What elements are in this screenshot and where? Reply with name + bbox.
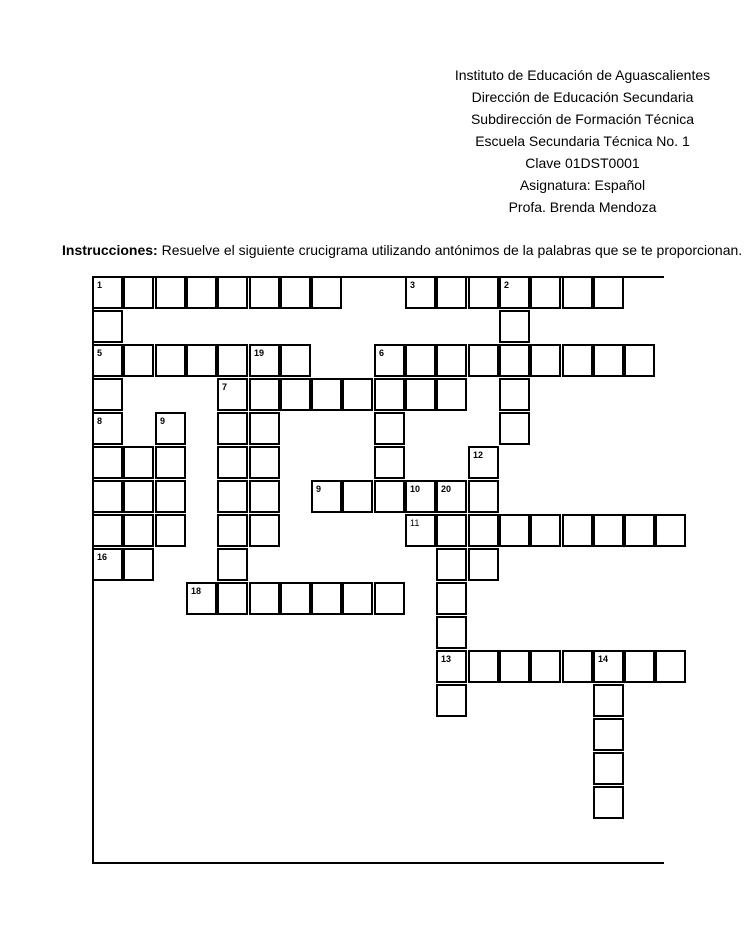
crossword-cell[interactable]: [155, 344, 186, 377]
crossword-cell[interactable]: [217, 446, 248, 479]
crossword-cell[interactable]: [405, 480, 436, 513]
clue-number: 8: [97, 416, 103, 426]
crossword-cell[interactable]: [468, 344, 499, 377]
crossword-cell[interactable]: [249, 344, 280, 377]
header-line-direction: Dirección de Educación Secundaria: [471, 89, 694, 105]
crossword-cell[interactable]: [624, 344, 655, 377]
clue-number: 16: [97, 552, 108, 562]
crossword-cell[interactable]: [499, 378, 530, 411]
crossword-cell[interactable]: [92, 344, 123, 377]
crossword-cell[interactable]: [468, 650, 499, 683]
crossword-cell[interactable]: [342, 378, 373, 411]
crossword-cell[interactable]: [311, 582, 342, 615]
crossword-cell[interactable]: [374, 582, 405, 615]
crossword-cell[interactable]: [217, 514, 248, 547]
header-line-subdirection: Subdirección de Formación Técnica: [470, 111, 695, 127]
clue-number: 18: [191, 586, 202, 596]
crossword-cell[interactable]: [123, 480, 154, 513]
crossword-cell[interactable]: [499, 650, 530, 683]
crossword-cell[interactable]: [155, 276, 186, 309]
crossword-cell[interactable]: [468, 548, 499, 581]
grid-frame-bottom: [92, 862, 664, 864]
crossword-cell[interactable]: [186, 276, 217, 309]
clue-number: 6: [379, 348, 385, 358]
crossword-cell[interactable]: [593, 650, 624, 683]
crossword-cell[interactable]: [436, 582, 467, 615]
header-line-subject: Asignatura: Español: [519, 177, 646, 193]
crossword-cell[interactable]: [374, 412, 405, 445]
clue-number: 12: [473, 450, 484, 460]
crossword-cell[interactable]: [593, 786, 624, 819]
clue-number: 5: [97, 348, 103, 358]
instructions-label: Instrucciones:: [62, 242, 158, 258]
crossword-cell[interactable]: [468, 480, 499, 513]
crossword-cell[interactable]: [155, 480, 186, 513]
crossword-cell[interactable]: [436, 684, 467, 717]
crossword-cell[interactable]: [436, 650, 467, 683]
crossword-cell[interactable]: [562, 650, 593, 683]
crossword-cell[interactable]: [92, 310, 123, 343]
crossword-cell[interactable]: [468, 446, 499, 479]
crossword-cell[interactable]: [405, 514, 436, 547]
crossword-cell[interactable]: [155, 446, 186, 479]
crossword-cell[interactable]: [436, 514, 467, 547]
crossword-cell[interactable]: [624, 650, 655, 683]
crossword-cell[interactable]: [217, 412, 248, 445]
crossword-cell[interactable]: [562, 344, 593, 377]
crossword-cell[interactable]: [562, 276, 593, 309]
crossword-cell[interactable]: [217, 276, 248, 309]
crossword-cell[interactable]: [280, 378, 311, 411]
instructions: [62, 242, 743, 258]
crossword-cell[interactable]: [405, 378, 436, 411]
clue-number: 2: [504, 280, 510, 290]
crossword-cell[interactable]: [405, 276, 436, 309]
crossword-cell[interactable]: [280, 276, 311, 309]
crossword-cell[interactable]: [92, 412, 123, 445]
crossword-cell[interactable]: [374, 446, 405, 479]
crossword-cell[interactable]: [249, 480, 280, 513]
crossword-cell[interactable]: [530, 514, 561, 547]
crossword-cell[interactable]: [593, 276, 624, 309]
crossword-cell[interactable]: [593, 684, 624, 717]
crossword-cell[interactable]: [249, 276, 280, 309]
crossword-cell[interactable]: [155, 514, 186, 547]
clue-number: 9: [160, 416, 166, 426]
crossword-cell[interactable]: [249, 446, 280, 479]
crossword-grid: [92, 276, 664, 864]
crossword-cell[interactable]: [593, 344, 624, 377]
crossword-cell[interactable]: [155, 412, 186, 445]
crossword-cell[interactable]: [374, 480, 405, 513]
crossword-cell[interactable]: [92, 446, 123, 479]
crossword-cell[interactable]: [593, 718, 624, 751]
crossword-cell[interactable]: [436, 548, 467, 581]
clue-number: 20: [441, 484, 452, 494]
crossword-cell[interactable]: [186, 582, 217, 615]
crossword-cell[interactable]: [311, 276, 342, 309]
crossword-cell[interactable]: [624, 514, 655, 547]
crossword-cell[interactable]: [499, 412, 530, 445]
clue-number: 19: [254, 348, 265, 358]
crossword-cell[interactable]: [499, 276, 530, 309]
clue-number: 3: [410, 280, 416, 290]
crossword-cell[interactable]: [280, 344, 311, 377]
crossword-cell[interactable]: [593, 514, 624, 547]
crossword-cell[interactable]: [123, 446, 154, 479]
crossword-cell[interactable]: [311, 480, 342, 513]
crossword-cell[interactable]: [342, 582, 373, 615]
crossword-cell[interactable]: [123, 514, 154, 547]
crossword-cell[interactable]: [249, 582, 280, 615]
crossword-cell[interactable]: [92, 276, 123, 309]
crossword-cell[interactable]: [123, 548, 154, 581]
crossword-cell[interactable]: [123, 276, 154, 309]
crossword-cell[interactable]: [92, 548, 123, 581]
crossword-cell[interactable]: [499, 514, 530, 547]
crossword-cell[interactable]: [217, 378, 248, 411]
crossword-cell[interactable]: [436, 344, 467, 377]
crossword-cell[interactable]: [374, 344, 405, 377]
header-line-key: Clave 01DST0001: [525, 155, 640, 171]
instructions-text: Resuelve el siguiente crucigrama utilizando antónimos de la palabras que se te proporcionan.: [157, 242, 743, 258]
crossword-cell[interactable]: [92, 378, 123, 411]
crossword-cell[interactable]: [655, 514, 686, 547]
crossword-cell[interactable]: [92, 480, 123, 513]
crossword-cell[interactable]: [530, 276, 561, 309]
clue-number: 7: [222, 382, 228, 392]
clue-number: 9: [316, 484, 322, 494]
crossword-cell[interactable]: [593, 752, 624, 785]
crossword-cell[interactable]: [217, 548, 248, 581]
crossword-cell[interactable]: [217, 344, 248, 377]
crossword-cell[interactable]: [92, 514, 123, 547]
crossword-cell[interactable]: [217, 582, 248, 615]
crossword-cell[interactable]: [468, 276, 499, 309]
crossword-cell[interactable]: [342, 480, 373, 513]
header-line-institute: Instituto de Educación de Aguascalientes: [454, 67, 711, 83]
clue-number: 1: [97, 280, 103, 290]
crossword-cell[interactable]: [186, 344, 217, 377]
school-header: [0, 0, 711, 230]
crossword-cell[interactable]: [499, 344, 530, 377]
crossword-cell[interactable]: [468, 514, 499, 547]
crossword-cell[interactable]: [436, 378, 467, 411]
header-line-school: Escuela Secundaria Técnica No. 1: [475, 133, 690, 149]
crossword-cell[interactable]: [530, 344, 561, 377]
clue-number: 13: [441, 654, 452, 664]
crossword-cell[interactable]: [530, 650, 561, 683]
crossword-cell[interactable]: [249, 514, 280, 547]
crossword-cell[interactable]: [280, 582, 311, 615]
crossword-cell[interactable]: [123, 344, 154, 377]
crossword-cell[interactable]: [436, 616, 467, 649]
crossword-cell[interactable]: [436, 480, 467, 513]
crossword-cell[interactable]: [217, 480, 248, 513]
clue-number: 14: [598, 654, 609, 664]
crossword-cell[interactable]: [436, 276, 467, 309]
crossword-cell[interactable]: [249, 378, 280, 411]
crossword-cell[interactable]: [311, 378, 342, 411]
crossword-cell[interactable]: [655, 650, 686, 683]
header-line-teacher: Profa. Brenda Mendoza: [508, 199, 657, 215]
crossword-cell[interactable]: [562, 514, 593, 547]
crossword-cell[interactable]: [249, 412, 280, 445]
crossword-cell[interactable]: [499, 310, 530, 343]
crossword-cell[interactable]: [374, 378, 405, 411]
clue-number: 10: [410, 484, 421, 494]
clue-number: 11: [410, 518, 420, 528]
crossword-cell[interactable]: [405, 344, 436, 377]
